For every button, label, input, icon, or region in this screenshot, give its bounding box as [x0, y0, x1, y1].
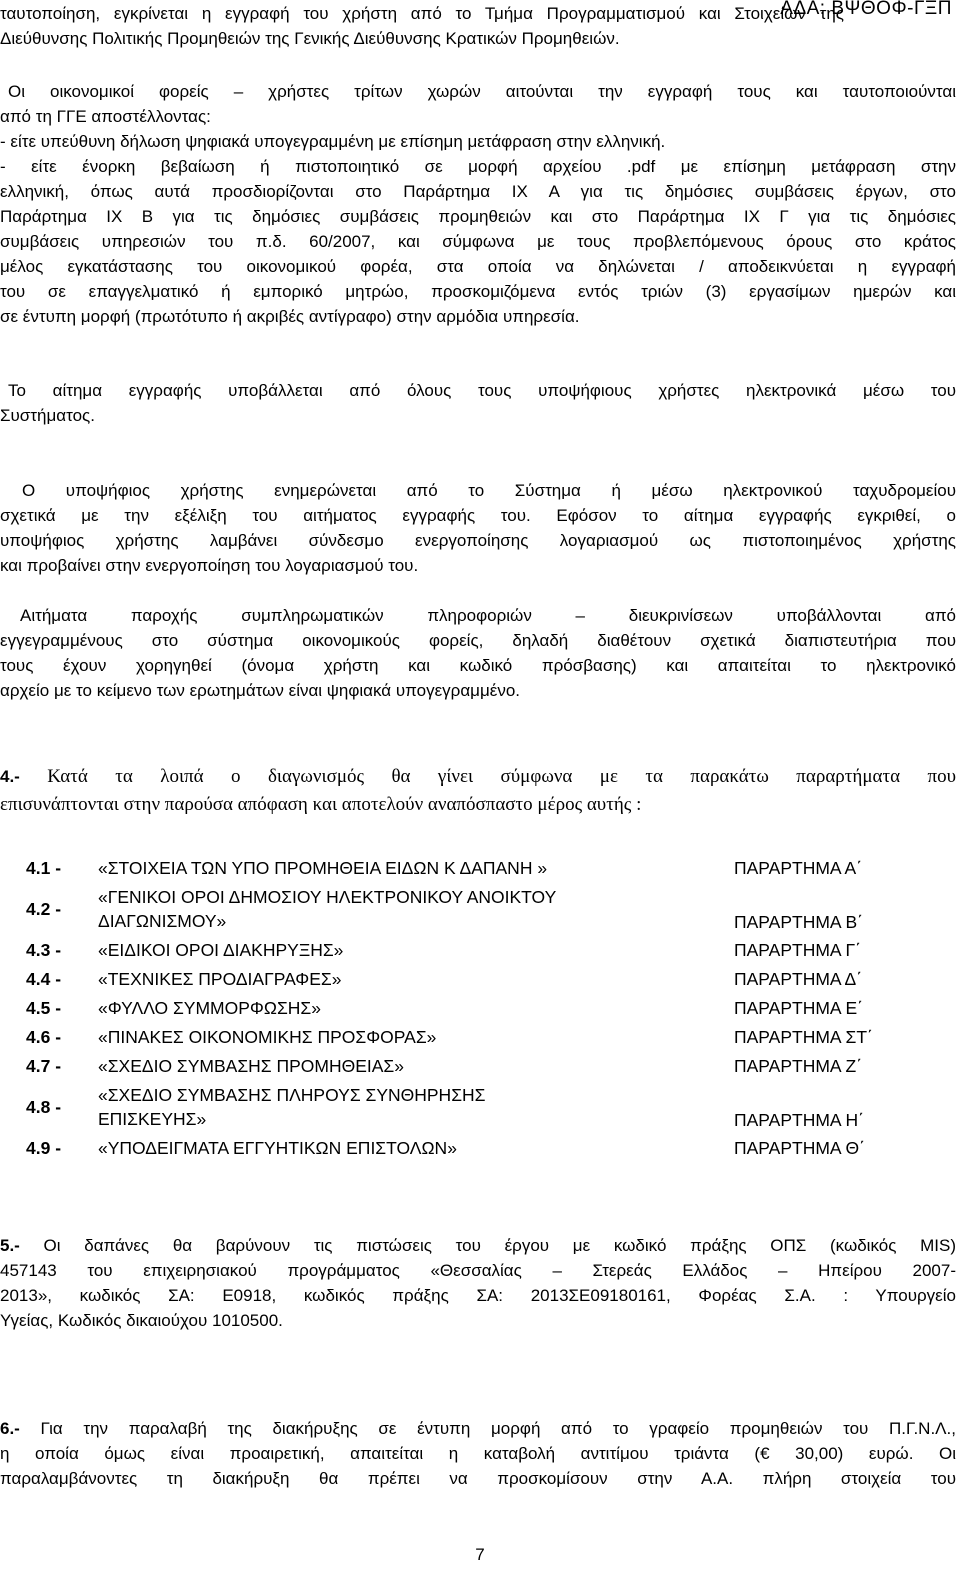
annex-title	[98, 853, 734, 882]
annex-title-line: «ΣΧΕΔΙΟ ΣΥΜΒΑΣΗΣ ΠΡΟΜΗΘΕΙΑΣ»	[98, 1055, 404, 1076]
annex-title	[98, 1080, 734, 1133]
annex-label: ΠΑΡΑΡΤΗΜΑ ΣΤ΄	[734, 1026, 873, 1047]
section-6	[0, 1416, 956, 1491]
annex-number: 4.4 -	[26, 968, 62, 989]
annex-row	[26, 993, 946, 1022]
page-number: 7	[475, 1545, 485, 1564]
annex-label: ΠΑΡΑΡΤΗΜΑ Η΄	[734, 1110, 864, 1130]
text-line: συμβάσεις υπηρεσιών του π.δ. 60/2007, και σύμφωνα με τους προβλεπόμενους όρους στο κράτος	[0, 232, 956, 251]
text-line: 457143 του επιχειρησιακού προγράμματος «Θεσσαλίας – Στερεάς Ελλάδος – Ηπείρου 2007-	[0, 1261, 956, 1280]
annex-title-line: «ΤΕΧΝΙΚΕΣ ΠΡΟΔΙΑΓΡΑΦΕΣ»	[98, 968, 342, 989]
annex-title-line: «ΣΤΟΙΧΕΙΑ ΤΩΝ ΥΠΟ ΠΡΟΜΗΘΕΙΑ ΕΙΔΩΝ Κ ΔΑΠΑΝΗ »	[98, 857, 548, 878]
annex-title-line: ΕΠΙΣΚΕΥΗΣ»	[98, 1108, 207, 1129]
annex-title	[98, 882, 734, 935]
annex-row	[26, 853, 946, 882]
annex-title	[98, 964, 734, 993]
text-line: ταυτοποίηση, εγκρίνεται η εγγραφή του χρήστη από το Τμήμα Προγραμματισμού και Στοιχείων της	[0, 4, 844, 23]
annex-number: 4.1 -	[26, 857, 62, 878]
text-line: μέλος εγκατάστασης του οικονομικού φορέα, στα οποία να δηλώνεται / αποδεικνύεται η εγγραφή	[0, 257, 956, 276]
paragraph-registration-request	[0, 378, 956, 428]
annex-title	[98, 935, 734, 964]
annex-title-line: «ΠΙΝΑΚΕΣ ΟΙΚΟΝΟΜΙΚΗΣ ΠΡΟΣΦΟΡΑΣ»	[98, 1026, 437, 1047]
text-line: αρχείο με το κείμενο των ερωτημάτων είναι ψηφιακά υπογεγραμμένο.	[0, 681, 521, 700]
annex-title	[98, 1022, 734, 1051]
text-line: του σε επαγγελματικό ή εμπορικό μητρώο, προσκομιζόμενα εντός τριών (3) εργασίμων ημερών και	[0, 282, 956, 301]
annex-title	[98, 1051, 734, 1080]
annex-label: ΠΑΡΑΡΤΗΜΑ Ζ΄	[734, 1055, 863, 1076]
annex-row	[26, 1051, 946, 1080]
text-line: και προβαίνει στην ενεργοποίηση του λογαριασμού του.	[0, 556, 419, 575]
section-4-line-1	[0, 763, 956, 791]
annex-title-line: «ΓΕΝΙΚΟΙ ΟΡΟΙ ΔΗΜΟΣΙΟΥ ΗΛΕΚΤΡΟΝΙΚΟΥ ΑΝΟΙΚΤΟΥ	[98, 886, 557, 907]
section-text: Κατά τα λοιπά ο διαγωνισμός θα γίνει σύμφωνα με τα παρακάτω παραρτήματα που	[47, 766, 956, 787]
annex-number: 4.5 -	[26, 997, 62, 1018]
annex-label: ΠΑΡΑΡΤΗΜΑ Γ΄	[734, 939, 861, 960]
text-line: Παράρτημα ΙΧ Β για τις δημόσιες συμβάσεις προμηθειών και στο Παράρτημα ΙΧ Γ για τις δημόσιες	[0, 207, 956, 226]
annex-row	[26, 1080, 946, 1133]
annex-title-line: «ΥΠΟΔΕΙΓΜΑΤΑ ΕΓΓΥΗΤΙΚΩΝ ΕΠΙΣΤΟΛΩΝ»	[98, 1137, 457, 1158]
paragraph-registration-approval	[0, 1, 956, 51]
annex-title-line: ΔΙΑΓΩΝΙΣΜΟΥ»	[98, 910, 227, 931]
text-line: Υγείας, Κωδικός δικαιούχου 1010500.	[0, 1311, 283, 1330]
ada-code: ΑΔΑ: ΒΨΘΟΦ-ΓΞΠ	[780, 0, 952, 19]
annex-row	[26, 1133, 946, 1162]
annex-number: 4.6 -	[26, 1026, 62, 1047]
paragraph-third-country-operators	[0, 79, 956, 329]
annex-label: ΠΑΡΑΡΤΗΜΑ Α΄	[734, 857, 863, 878]
annex-title-line: «ΦΥΛΛΟ ΣΥΜΜΟΡΦΩΣΗΣ»	[98, 997, 321, 1018]
text-line: υποψήφιος χρήστης λαμβάνει σύνδεσμο ενεργοποίησης λογαριασμού ως πιστοποιημένος χρήστης	[0, 531, 956, 550]
annex-label: ΠΑΡΑΡΤΗΜΑ Δ΄	[734, 968, 863, 989]
text-line: - είτε υπεύθυνη δήλωση ψηφιακά υπογεγραμμένη με επίσημη μετάφραση στην ελληνική.	[0, 132, 666, 151]
text-line: - είτε ένορκη βεβαίωση ή πιστοποιητικό σε μορφή αρχείου .pdf με επίσημη μετάφραση στην	[0, 157, 956, 176]
text-line: Ο υποψήφιος χρήστης ενημερώνεται από το Σύστημα ή μέσω ηλεκτρονικού ταχυδρομείου	[22, 481, 956, 500]
text-line: 2013», κωδικός ΣΑ: Ε0918, κωδικός πράξης ΣΑ: 2013ΣΕ09180161, Φορέας Σ.Α. : Υπουργείο	[0, 1286, 956, 1305]
section-6-line-1	[0, 1416, 956, 1441]
annex-number: 4.8 -	[26, 1096, 62, 1117]
annex-row	[26, 964, 946, 993]
section-number: 4.-	[0, 767, 20, 786]
annex-number: 4.9 -	[26, 1137, 62, 1158]
paragraph-clarifications	[0, 603, 956, 703]
section-text: Οι δαπάνες θα βαρύνουν τις πιστώσεις του έργου με κωδικό πράξης ΟΠΣ (κωδικός MIS)	[43, 1236, 956, 1255]
paragraph-candidate-user	[0, 478, 956, 578]
annex-title-line: «ΕΙΔΙΚΟΙ ΟΡΟΙ ΔΙΑΚΗΡΥΞΗΣ»	[98, 939, 344, 960]
text-line: παραλαμβάνοντες τη διακήρυξη θα πρέπει να προσκομίσουν στην Α.Α. πλήρη στοιχεία του	[0, 1469, 956, 1488]
text-line: σε έντυπη μορφή (πρωτότυπο ή ακριβές αντίγραφο) στην αρμόδια υπηρεσία.	[0, 307, 580, 326]
section-text: Για την παραλαβή της διακήρυξης σε έντυπη μορφή από το γραφείο προμηθειών του Π.Γ.Ν.Λ.,	[40, 1419, 956, 1438]
text-line: Αιτήματα παροχής συμπληρωματικών πληροφοριών – διευκρινίσεων υποβάλλονται από	[20, 606, 956, 625]
annex-number: 4.3 -	[26, 939, 62, 960]
text-line: τους έχουν χορηγηθεί (όνομα χρήστη και κωδικό πρόσβασης) και απαιτείται το ηλεκτρονικό	[0, 656, 956, 675]
annex-row	[26, 1022, 946, 1051]
section-number: 5.-	[0, 1236, 20, 1255]
annex-label: ΠΑΡΑΡΤΗΜΑ Β΄	[734, 912, 864, 932]
annex-title	[98, 993, 734, 1022]
section-4	[0, 763, 956, 819]
annex-number: 4.7 -	[26, 1055, 62, 1076]
section-number: 6.-	[0, 1419, 20, 1438]
annex-number: 4.2 -	[26, 898, 62, 919]
text-line: Συστήματος.	[0, 406, 95, 425]
text-line: σχετικά με την εξέλιξη του αιτήματος εγγραφής του. Εφόσον το αίτημα εγγραφής εγκριθεί, ο	[0, 506, 956, 525]
text-line: ελληνική, όπως αυτά προσδιορίζονται στο Παράρτημα ΙΧ Α για τις δημόσιες συμβάσεις έργων, στο	[0, 182, 956, 201]
annex-list	[26, 853, 946, 1162]
annex-label: ΠΑΡΑΡΤΗΜΑ Ε΄	[734, 997, 864, 1018]
section-5-line-1	[0, 1233, 956, 1258]
text-line: η οποία όμως είναι προαιρετική, απαιτείται η καταβολή αντιτίμου τριάντα (€ 30,00) ευρώ. Οι	[0, 1444, 956, 1463]
text-line: Οι οικονομικοί φορείς – χρήστες τρίτων χωρών αιτούνται την εγγραφή τους και ταυτοποιούνται	[8, 82, 956, 101]
annex-row	[26, 935, 946, 964]
text-line: Διεύθυνσης Πολιτικής Προμηθειών της Γενικής Διεύθυνσης Κρατικών Προμηθειών.	[0, 29, 620, 48]
text-line: εγγεγραμμένους στο σύστημα οικονομικούς φορείς, δηλαδή διαθέτουν σχετικά διαπιστευτήρια που	[0, 631, 956, 650]
text-line: από τη ΓΓΕ αποστέλλοντας:	[0, 107, 211, 126]
annex-title	[98, 1133, 734, 1162]
section-4-line-2: επισυνάπτονται στην παρούσα απόφαση και αποτελούν αναπόσπαστο μέρος αυτής :	[0, 794, 642, 815]
text-line: Το αίτημα εγγραφής υποβάλλεται από όλους τους υποψήφιους χρήστες ηλεκτρονικά μέσω του	[8, 381, 956, 400]
annex-row	[26, 882, 946, 935]
section-5	[0, 1233, 956, 1333]
annex-title-line: «ΣΧΕΔΙΟ ΣΥΜΒΑΣΗΣ ΠΛΗΡΟΥΣ ΣΥΝΘΗΡΗΣΗΣ	[98, 1084, 486, 1105]
annex-label: ΠΑΡΑΡΤΗΜΑ Θ΄	[734, 1137, 865, 1158]
